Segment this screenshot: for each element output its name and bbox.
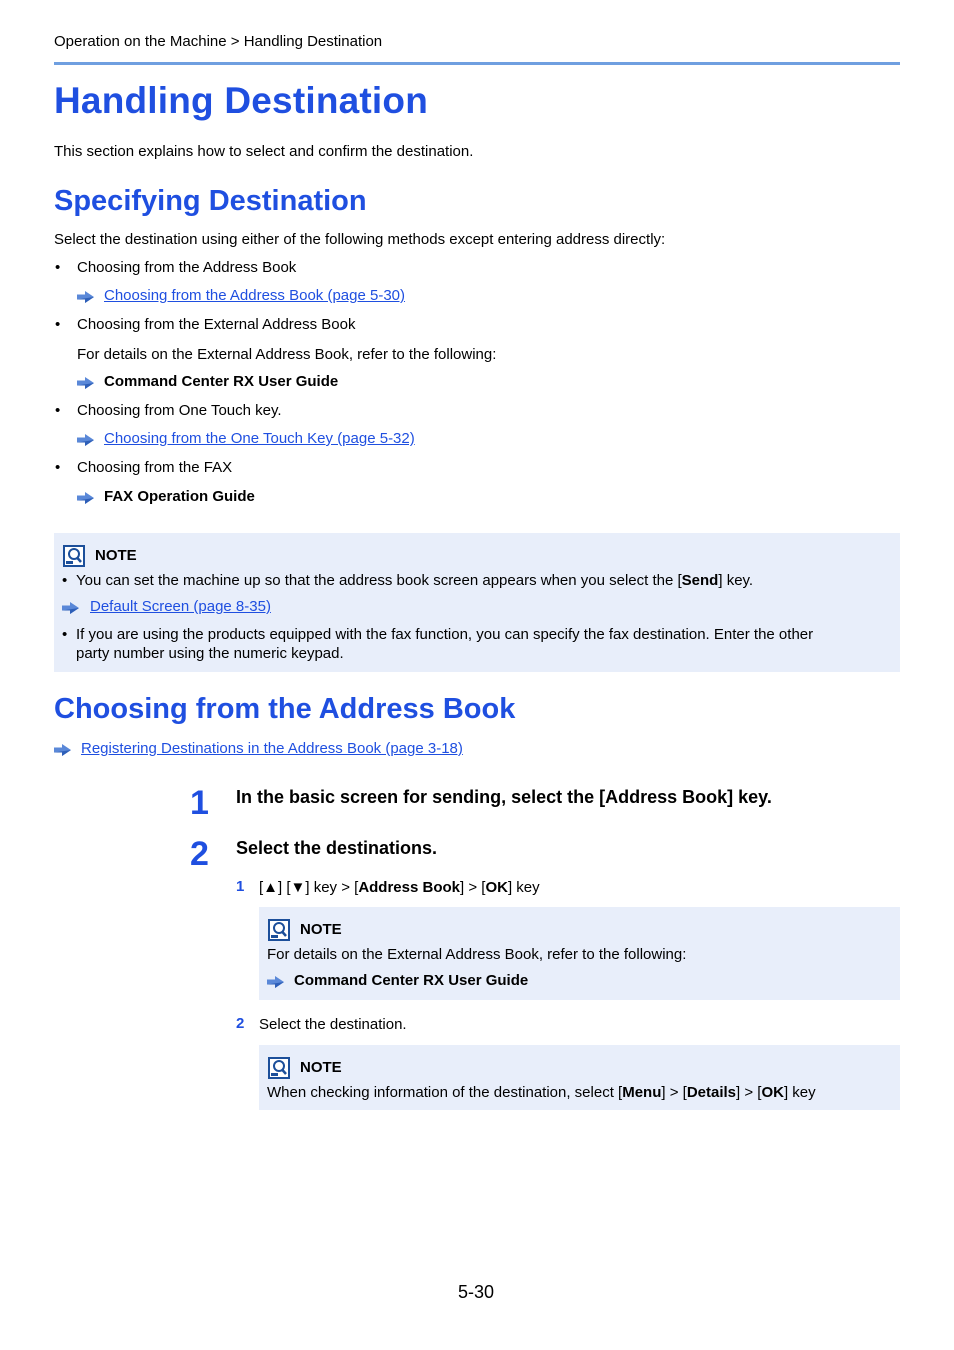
note-line-2a: If you are using the products equipped with the fax function, you can specify the fax destination. Enter the other bbox=[76, 626, 814, 643]
note-bullet: • bbox=[62, 626, 68, 643]
list-item-detail: For details on the External Address Book, refer to the following: bbox=[77, 346, 497, 363]
note-icon bbox=[63, 545, 85, 567]
link-registering-destinations[interactable]: Registering Destinations in the Address Book (page 3-18) bbox=[81, 740, 463, 757]
specifying-lead: Select the destination using either of the following methods except entering address directly: bbox=[54, 231, 666, 248]
ref-fax-guide: FAX Operation Guide bbox=[104, 488, 255, 505]
ref-command-center: Command Center RX User Guide bbox=[104, 373, 339, 390]
header-rule bbox=[54, 62, 900, 65]
note-text: For details on the External Address Book, refer to the following: bbox=[267, 946, 687, 963]
arrow-icon bbox=[77, 377, 94, 389]
substep-text: [▲] [▼] key > [Address Book] > [OK] key bbox=[259, 879, 540, 896]
note-box bbox=[259, 1045, 900, 1110]
arrow-icon bbox=[77, 492, 94, 504]
note-line-2b: party number using the numeric keypad. bbox=[76, 645, 344, 662]
note-box bbox=[54, 533, 900, 672]
bullet-dot: • bbox=[55, 459, 61, 476]
bullet-dot: • bbox=[55, 316, 61, 333]
step-number: 1 bbox=[190, 784, 209, 822]
list-item-label: Choosing from the External Address Book bbox=[77, 316, 356, 333]
breadcrumb: Operation on the Machine > Handling Destination bbox=[54, 33, 383, 50]
substep-number: 2 bbox=[236, 1015, 245, 1032]
note-box bbox=[259, 907, 900, 1000]
note-icon bbox=[268, 1057, 290, 1079]
note-bullet: • bbox=[62, 572, 68, 589]
bullet-dot: • bbox=[55, 259, 61, 276]
link-one-touch[interactable]: Choosing from the One Touch Key (page 5-32) bbox=[104, 430, 415, 447]
page-number: 5-30 bbox=[458, 1282, 495, 1302]
step-number: 2 bbox=[190, 835, 209, 873]
arrow-icon bbox=[77, 434, 94, 446]
list-item bbox=[55, 402, 282, 419]
arrow-icon bbox=[54, 744, 71, 756]
page-title: Handling Destination bbox=[54, 80, 428, 121]
send-key: Send bbox=[681, 572, 719, 589]
arrow-icon bbox=[267, 976, 284, 988]
link-default-screen[interactable]: Default Screen (page 8-35) bbox=[90, 598, 271, 615]
step-title: Select the destinations. bbox=[236, 838, 438, 858]
note-label: NOTE bbox=[300, 1059, 342, 1076]
link-address-book[interactable]: Choosing from the Address Book (page 5-30) bbox=[104, 287, 406, 304]
note-text: When checking information of the destination, select [Menu] > [Details] > [OK] key bbox=[267, 1084, 816, 1101]
note-label: NOTE bbox=[95, 547, 137, 564]
list-item-label: Choosing from the Address Book bbox=[77, 259, 297, 276]
note-label: NOTE bbox=[300, 921, 342, 938]
substep-text: Select the destination. bbox=[259, 1016, 407, 1033]
substep-number: 1 bbox=[236, 878, 245, 895]
note-line-1: You can set the machine up so that the address book screen appears when you select the [Send] key. bbox=[76, 572, 754, 589]
step-title: In the basic screen for sending, select the [Address Book] key. bbox=[236, 787, 772, 807]
arrow-icon bbox=[77, 291, 94, 303]
list-item-label: Choosing from One Touch key. bbox=[77, 402, 282, 419]
note-icon bbox=[268, 919, 290, 941]
list-item-label: Choosing from the FAX bbox=[77, 459, 233, 476]
list-item bbox=[55, 459, 233, 476]
arrow-icon bbox=[62, 602, 79, 614]
intro-text: This section explains how to select and confirm the destination. bbox=[54, 143, 474, 160]
ref-command-center: Command Center RX User Guide bbox=[294, 972, 529, 989]
specifying-heading: Specifying Destination bbox=[54, 185, 367, 217]
list-item bbox=[55, 259, 297, 276]
address-book-heading: Choosing from the Address Book bbox=[54, 693, 516, 725]
list-item bbox=[55, 316, 356, 333]
bullet-dot: • bbox=[55, 402, 61, 419]
